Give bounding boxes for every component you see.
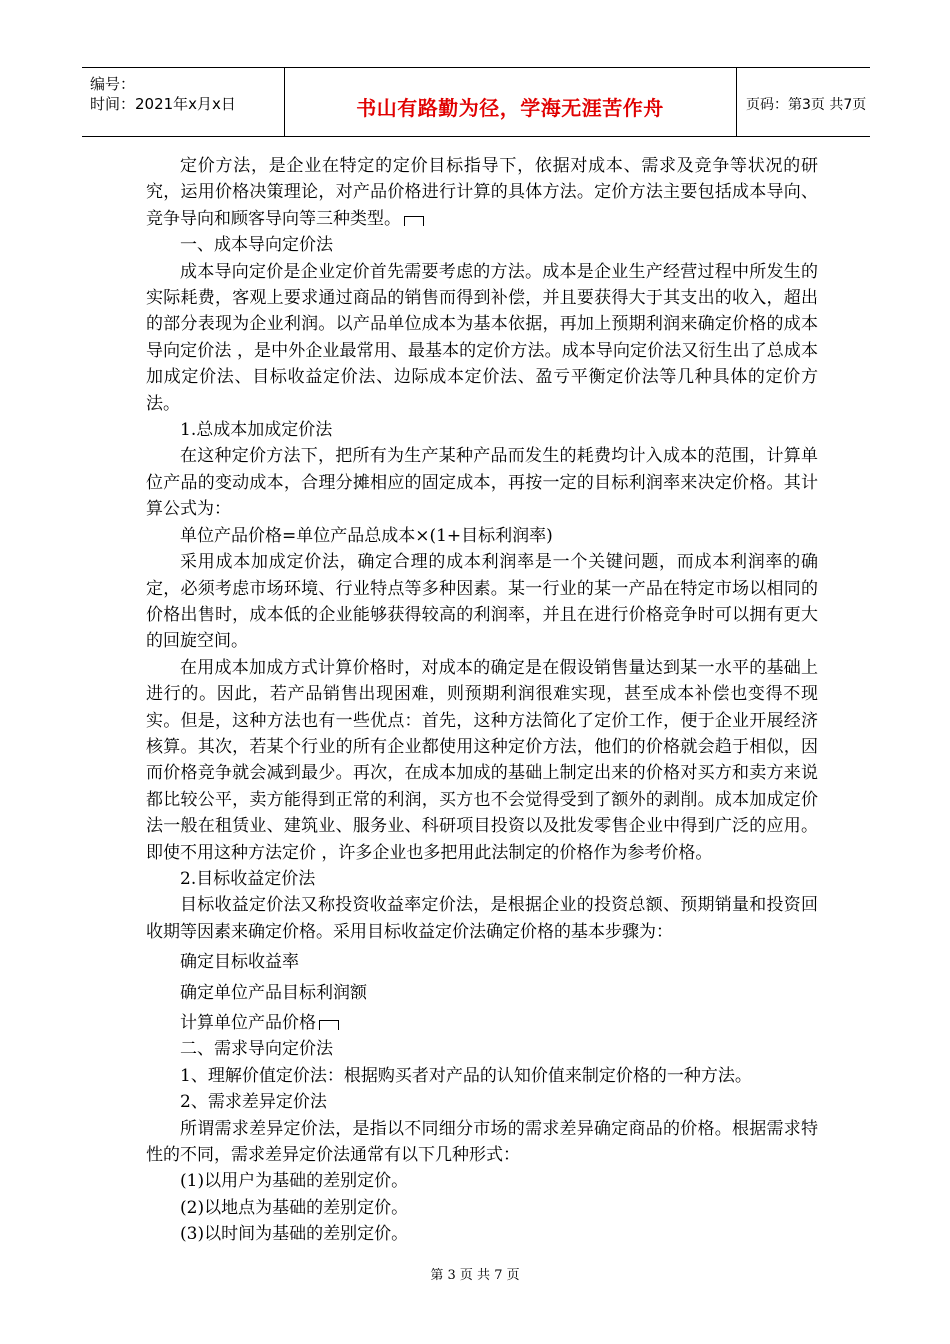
paragraph: 目标收益定价法又称投资收益率定价法，是根据企业的投资总额、预期销量和投资回收期等因素来确定价格。采用目标收益定价法确定价格的基本步骤为：: [146, 895, 818, 942]
paragraph-intro: 定价方法，是企业在特定的定价目标指导下，依据对成本、需求及竞争等状况的研究，运用价格决策理论，对产品价格进行计算的具体方法。定价方法主要包括成本导向、竞争导向和顾客导向等三种类型。: [146, 156, 818, 229]
paragraph: 1、理解价值定价法：根据购买者对产品的认知价值来制定价格的一种方法。: [180, 1065, 752, 1086]
list-item: 确定目标收益率: [180, 952, 299, 973]
list-item: 确定单位产品目标利润额: [180, 982, 367, 1003]
paragraph: 所谓需求差异定价法，是指以不同细分市场的需求差异确定商品的价格。根据需求特性的不同，需求差异定价法通常有以下几种形式：: [146, 1118, 818, 1166]
list-item: (3)以时间为基础的差别定价。: [180, 1224, 409, 1245]
subsection-heading: 2.目标收益定价法: [180, 868, 316, 889]
header-page-info: 页码：第3页 共7页: [746, 97, 867, 113]
paragraph: 在用成本加成方式计算价格时，对成本的确定是在假设销售量达到某一水平的基础上进行的。因此，若产品销售出现困难，则预期利润很难实现，甚至成本补偿也变得不现实。但是，这种方法也有一些优点：首先，这种方法简化了定价工作，便于企业开展经济核算。其次，若某个行业的所有企业都使用这种定价方法，他们的价格就会趋于相似，因而价格竞争就会减到最少。再次，在成本加成的基础上制定出来的价格对买方和卖方来说都比较公平，卖方能得到正常的利润，买方也不会觉得受到了额外的剥削。成本加成定价法一般在租赁业、建筑业、服务业、科研项目投资以及批发零售企业中得到广泛的应用。即使不用这种方法定价 ，许多企业也多把用此法制定的价格作为参考价格。: [146, 657, 818, 863]
subsection-heading: 2、需求差异定价法: [180, 1092, 327, 1113]
paragraph: 成本导向定价是企业定价首先需要考虑的方法。成本是企业生产经营过程中所发生的实际耗费，客观上要求通过商品的销售而得到补偿，并且要获得大于其支出的收入，超出的部分表现为企业利润。以产品单位成本为基本依据，再加上预期利润来确定价格的成本导向定价法 ，是中外企业最常用、最基本的定价方法。成本导向定价法又衍生出了总成本加成定价法、目标收益定价法、边际成本定价法、盈亏平衡定价法等几种具体的定价方法。: [146, 261, 818, 414]
section-heading: 二、需求导向定价法: [180, 1039, 333, 1060]
paragraph: 在这种定价方法下，把所有为生产某种产品而发生的耗费均计入成本的范围，计算单位产品的变动成本，合理分摊相应的固定成本，再按一定的目标利润率来决定价格。其计算公式为：: [146, 446, 818, 520]
subsection-heading: 1.总成本加成定价法: [180, 420, 333, 441]
list-item: (1)以用户为基础的差别定价。: [180, 1171, 409, 1192]
section-heading: 一、成本导向定价法: [180, 235, 333, 256]
formula-line: 单位产品价格=单位产品总成本×(1+目标利润率): [180, 525, 553, 546]
document-time-label: 时间：2021年x月x日: [90, 95, 236, 113]
page-footer: 第 3 页 共 7 页: [430, 1268, 520, 1283]
list-item: (2)以地点为基础的差别定价。: [180, 1197, 409, 1218]
header-page-cell: [736, 68, 870, 136]
paragraph-mark-icon: [404, 216, 424, 226]
document-body: [146, 153, 818, 1248]
paragraph: 采用成本加成定价法，确定合理的成本利润率是一个关键问题，而成本利润率的确定，必须考虑市场环境、行业特点等多种因素。某一行业的某一产品在特定市场以相同的价格出售时，成本低的企业能够获得较高的利润率，并且在进行价格竞争时可以拥有更大的回旋空间。: [146, 552, 818, 652]
page-header: [82, 67, 870, 137]
document-number-label: 编号：: [90, 75, 136, 93]
header-motto: 书山有路勤为径，学海无涯苦作舟: [356, 96, 664, 120]
list-item: 计算单位产品价格: [146, 1010, 818, 1036]
paragraph-mark-icon: [319, 1020, 339, 1030]
header-meta-cell: [82, 68, 285, 136]
header-motto-cell: [284, 68, 737, 136]
